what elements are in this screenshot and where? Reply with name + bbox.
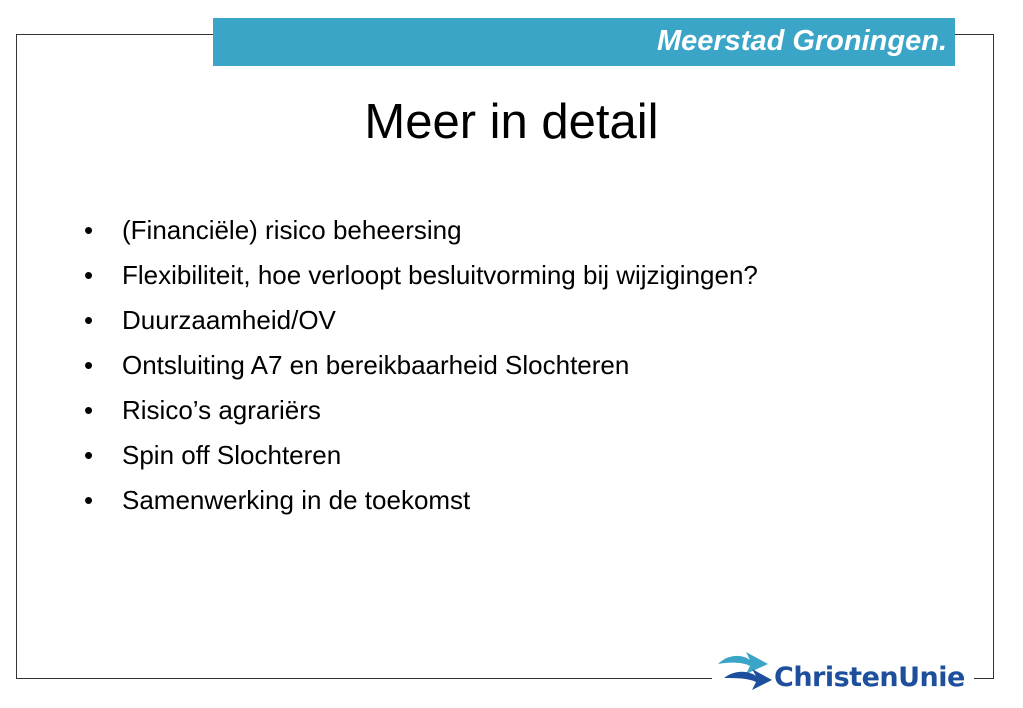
list-item-text: Flexibiliteit, hoe verloopt besluitvorming bij wijzigingen? — [122, 260, 758, 290]
list-item — [84, 478, 758, 523]
list-item — [84, 433, 758, 478]
list-item — [84, 253, 758, 298]
bullet-list — [84, 208, 758, 523]
bullet-icon: • — [84, 305, 94, 335]
list-item-text: Samenwerking in de toekomst — [122, 485, 471, 515]
bullet-icon: • — [84, 260, 94, 290]
bullet-icon: • — [84, 350, 94, 380]
list-item-text: (Financiële) risico beheersing — [122, 215, 462, 245]
list-item-text: Spin off Slochteren — [122, 440, 342, 470]
slide-title: Meer in detail — [364, 95, 659, 149]
list-item — [84, 298, 758, 343]
list-item — [84, 208, 758, 253]
bullet-icon: • — [84, 215, 94, 245]
header-banner — [213, 18, 955, 66]
list-item-text: Risico’s agrariërs — [122, 395, 321, 425]
christenunie-logo — [712, 644, 974, 708]
bullet-icon: • — [84, 485, 94, 515]
list-item-text: Ontsluiting A7 en bereikbaarheid Slochteren — [122, 350, 630, 380]
list-item — [84, 388, 758, 433]
list-item — [84, 343, 758, 388]
bullet-icon: • — [84, 440, 94, 470]
wave-arrow-icon — [716, 650, 776, 698]
bullet-icon: • — [84, 395, 94, 425]
header-banner-text: Meerstad Groningen. — [656, 25, 947, 57]
list-item-text: Duurzaamheid/OV — [122, 305, 336, 335]
logo-text: ChristenUnie — [774, 662, 965, 693]
